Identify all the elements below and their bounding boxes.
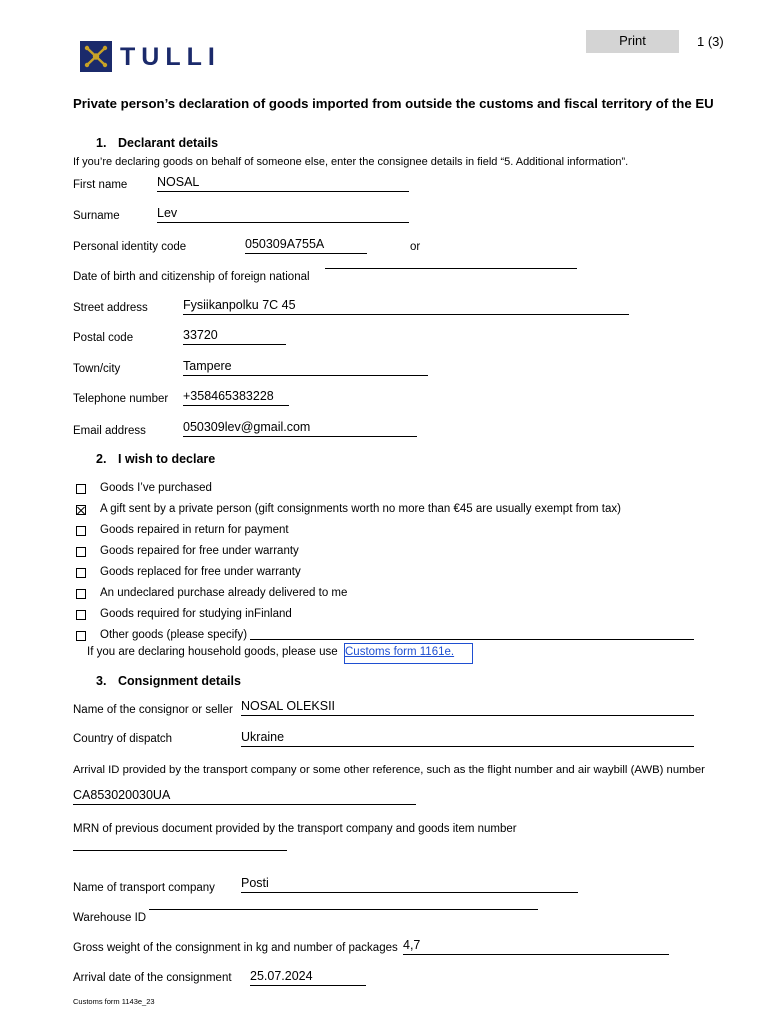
section-1-intro: If you’re declaring goods on behalf of someone else, enter the consignee details in field “5. Additional information”. [73, 156, 629, 168]
warehouse-label: Warehouse ID [73, 912, 147, 924]
option-checkbox-purchased[interactable] [76, 484, 86, 494]
arrival-date-value: 25.07.2024 [250, 969, 313, 983]
surname-field[interactable] [157, 207, 409, 223]
option-label-gift: A gift sent by a private person (gift consignments worth no more than €45 are usually exempt from tax) [100, 503, 621, 515]
email-label: Email address [73, 425, 146, 437]
personal-id-field[interactable] [245, 238, 367, 254]
email-value: 050309lev@gmail.com [183, 420, 311, 434]
logo-text: TULLI [120, 43, 221, 71]
option-checkbox-repaired-warranty[interactable] [76, 547, 86, 557]
gross-weight-field[interactable] [403, 939, 669, 955]
first-name-label: First name [73, 179, 128, 191]
dob-citizenship-field[interactable] [325, 268, 577, 269]
option-label-replaced-warranty: Goods replaced for free under warranty [100, 566, 301, 578]
arrival-id-field[interactable] [73, 789, 416, 805]
form-code: Customs form 1143e_23 [73, 997, 155, 1006]
customs-form-link[interactable] [344, 643, 473, 664]
section-2-heading [96, 452, 215, 466]
print-button[interactable]: Print [586, 30, 679, 53]
section-2-title: I wish to declare [118, 452, 216, 466]
household-note [87, 646, 338, 658]
option-label-other: Other goods (please specify) [100, 629, 248, 641]
telephone-label: Telephone number [73, 393, 169, 405]
section-3-heading [96, 674, 241, 688]
option-label-repaired-paid: Goods repaired in return for payment [100, 524, 289, 536]
section-2-number: 2. [96, 452, 107, 466]
option-checkbox-gift[interactable] [76, 505, 86, 515]
section-3-title: Consignment details [118, 674, 241, 688]
gross-weight-value: 4,7 [403, 938, 421, 952]
postal-code-value: 33720 [183, 328, 218, 342]
town-field[interactable] [183, 360, 428, 376]
consignor-field[interactable] [241, 700, 694, 716]
arrival-date-field[interactable] [250, 970, 366, 986]
option-label-undeclared: An undeclared purchase already delivered to me [100, 587, 348, 599]
first-name-value: NOSAL [157, 175, 200, 189]
transport-company-value: Posti [241, 876, 269, 890]
dob-citizenship-label: Date of birth and citizenship of foreign national [73, 271, 310, 283]
country-field[interactable] [241, 731, 694, 747]
first-name-field[interactable] [157, 176, 409, 192]
mrn-label: MRN of previous document provided by the transport company and goods item number [73, 823, 517, 835]
personal-id-label: Personal identity code [73, 241, 187, 253]
gross-weight-label: Gross weight of the consignment in kg and number of packages [73, 942, 398, 954]
country-value: Ukraine [241, 730, 285, 744]
town-label: Town/city [73, 363, 121, 375]
page-indicator: 1 (3) [697, 34, 724, 49]
mrn-field[interactable] [73, 850, 287, 851]
country-label: Country of dispatch [73, 733, 173, 745]
surname-label: Surname [73, 210, 120, 222]
street-value: Fysiikanpolku 7C 45 [183, 298, 296, 312]
street-field[interactable] [183, 299, 629, 315]
arrival-id-value: CA853020030UA [73, 788, 171, 802]
section-1-number: 1. [96, 136, 107, 150]
warehouse-field[interactable] [149, 909, 538, 910]
town-value: Tampere [183, 359, 232, 373]
section-1-heading [96, 136, 218, 150]
postal-code-label: Postal code [73, 332, 134, 344]
telephone-field[interactable] [183, 390, 289, 406]
option-label-studying: Goods required for studying inFinland [100, 608, 292, 620]
consignor-value: NOSAL OLEKSII [241, 699, 336, 713]
transport-company-field[interactable] [241, 877, 578, 893]
option-checkbox-undeclared[interactable] [76, 589, 86, 599]
section-3-number: 3. [96, 674, 107, 688]
option-checkbox-studying[interactable] [76, 610, 86, 620]
tulli-logo [80, 41, 220, 73]
option-label-purchased: Goods I’ve purchased [100, 482, 212, 494]
consignor-label: Name of the consignor or seller [73, 704, 233, 716]
tulli-emblem-icon [80, 41, 112, 72]
street-label: Street address [73, 302, 148, 314]
email-field[interactable] [183, 421, 417, 437]
option-label-repaired-warranty: Goods repaired for free under warranty [100, 545, 299, 557]
form-title: Private person’s declaration of goods imported from outside the customs and fiscal territory of the EU [73, 96, 714, 111]
other-goods-field[interactable] [250, 639, 694, 640]
personal-id-value: 050309A755A [245, 237, 325, 251]
surname-value: Lev [157, 206, 178, 220]
option-checkbox-other[interactable] [76, 631, 86, 641]
or-text: or [410, 241, 421, 253]
telephone-value: +358465383228 [183, 389, 274, 403]
household-text: If you are declaring household goods, please use [87, 646, 338, 658]
arrival-date-label: Arrival date of the consignment [73, 972, 232, 984]
option-checkbox-replaced-warranty[interactable] [76, 568, 86, 578]
transport-company-label: Name of transport company [73, 882, 215, 894]
section-1-title: Declarant details [118, 136, 219, 150]
postal-code-field[interactable] [183, 329, 286, 345]
arrival-id-label: Arrival ID provided by the transport company or some other reference, such as the flight number and air waybill (AWB) number [73, 764, 705, 776]
option-checkbox-repaired-paid[interactable] [76, 526, 86, 536]
customs-form-link-text: Customs form 1161e. [345, 646, 455, 658]
